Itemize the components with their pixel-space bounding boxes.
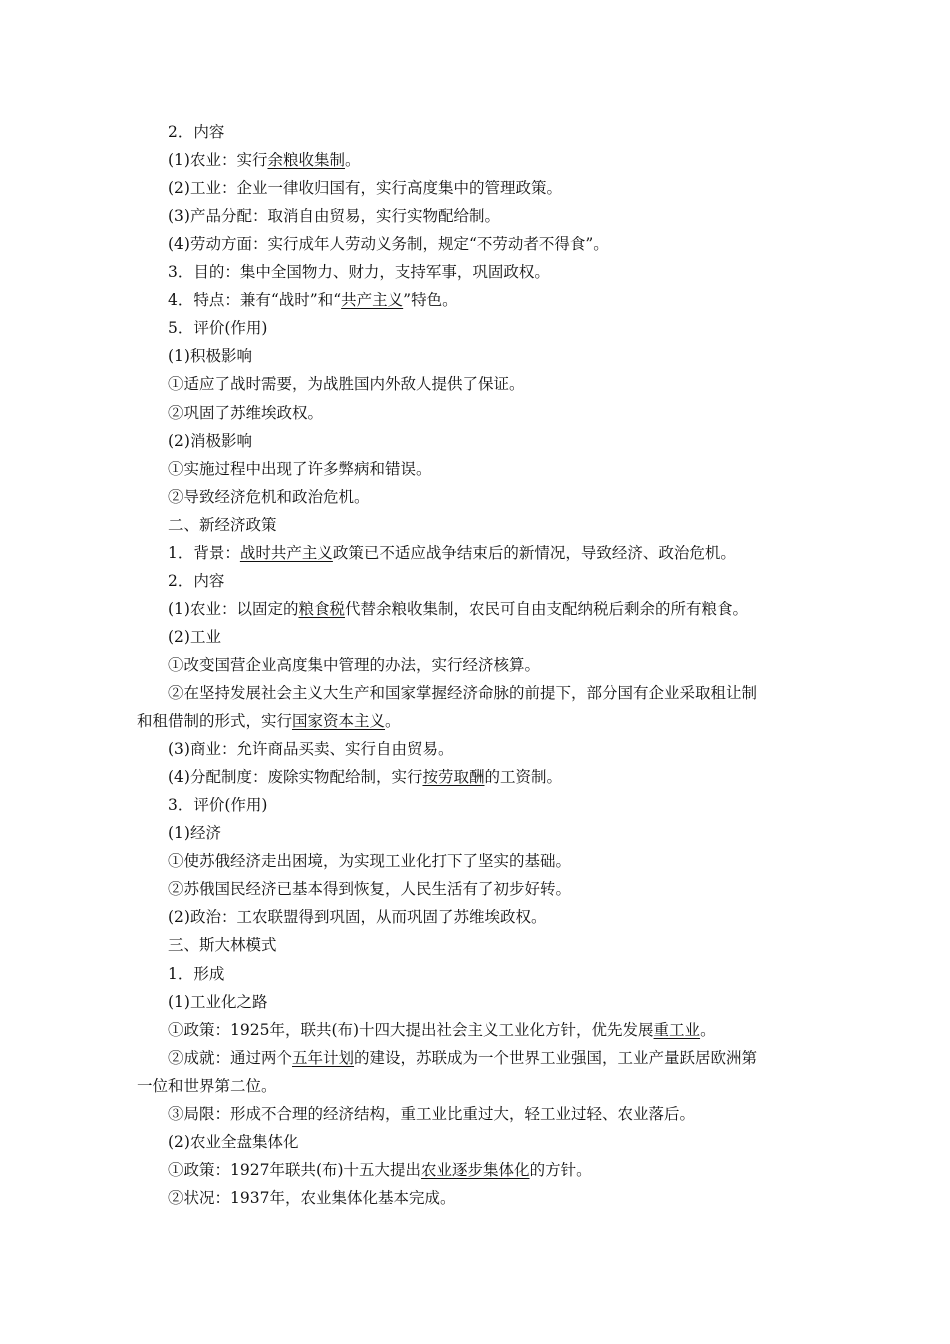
text-line <box>168 374 525 394</box>
text-segment: 和租借制的形式，实行 <box>137 712 293 731</box>
text-segment: (2)政治：工农联盟得到巩固，从而巩固了苏维埃政权。 <box>168 908 547 927</box>
text-line <box>168 206 500 226</box>
underlined-term: 粮食税 <box>298 599 345 618</box>
text-line <box>168 851 571 871</box>
text-segment: ②导致经济危机和政治危机。 <box>168 487 370 506</box>
text-line <box>168 290 458 310</box>
text-line <box>168 627 221 647</box>
text-segment: 4．特点：兼有“战时”和“ <box>168 291 342 310</box>
text-segment: 1．形成 <box>168 964 225 983</box>
text-segment: ②苏俄国民经济已基本得到恢复，人民生活有了初步好转。 <box>168 880 572 899</box>
text-segment: (2)工业：企业一律收归国有，实行高度集中的管理政策。 <box>168 179 562 198</box>
text-segment: ②状况：1937年，农业集体化基本完成。 <box>168 1188 456 1207</box>
text-segment: (1)农业：以固定的 <box>168 599 299 618</box>
text-line <box>168 571 224 591</box>
text-segment: ②成就：通过两个 <box>168 1048 293 1067</box>
text-segment: ①改变国营企业高度集中管理的办法，实行经济核算。 <box>168 655 541 674</box>
text-segment: 三、斯大林模式 <box>168 936 277 955</box>
text-segment: (2)消极影响 <box>168 431 252 450</box>
text-line <box>168 907 546 927</box>
underlined-term: 余粮收集制 <box>267 151 345 170</box>
text-line <box>168 543 736 563</box>
text-segment: ”特色。 <box>403 291 458 310</box>
text-line <box>168 318 267 338</box>
text-segment: ①政策：1925年，联共(布)十四大提出社会主义工业化方针，优先发展 <box>168 1020 654 1039</box>
text-segment: ①实施过程中出现了许多弊病和错误。 <box>168 459 432 478</box>
text-segment: ②巩固了苏维埃政权。 <box>168 403 324 422</box>
text-line <box>168 767 562 787</box>
text-segment: 二、新经济政策 <box>168 515 277 534</box>
text-line <box>168 487 370 507</box>
text-line <box>137 711 401 731</box>
text-line <box>168 1132 298 1152</box>
text-line <box>168 234 609 254</box>
text-line <box>168 346 252 366</box>
text-segment: 的工资制。 <box>484 768 562 787</box>
text-line <box>168 122 224 142</box>
text-segment: (2)农业全盘集体化 <box>168 1132 299 1151</box>
text-segment: 3．目的：集中全国物力、财力，支持军事，巩固政权。 <box>168 263 550 282</box>
text-line <box>168 795 267 815</box>
text-segment: 2．内容 <box>168 571 225 590</box>
text-line <box>168 992 267 1012</box>
underlined-term: 重工业 <box>653 1020 701 1039</box>
text-segment: 5．评价(作用) <box>168 319 268 338</box>
underlined-term: 按劳取酬 <box>422 768 485 787</box>
text-segment: 3．评价(作用) <box>168 796 268 815</box>
text-segment: 的建设，苏联成为一个世界工业强国，工业产量跃居欧洲第 <box>354 1048 758 1067</box>
text-segment: 的方针。 <box>529 1160 592 1179</box>
text-segment: (1)积极影响 <box>168 347 252 366</box>
underlined-term: 国家资本主义 <box>292 712 386 731</box>
text-segment: ②在坚持发展社会主义大生产和国家掌握经济命脉的前提下，部分国有企业采取租让制 <box>168 684 758 702</box>
text-line <box>168 515 277 535</box>
text-segment: 代替余粮收集制，农民可自由支配纳税后剩余的所有粮食。 <box>344 599 748 618</box>
text-line <box>168 150 361 170</box>
text-line <box>168 403 323 423</box>
text-line <box>168 823 221 843</box>
text-segment: 。 <box>700 1020 716 1039</box>
text-segment: (4)分配制度：废除实物配给制，实行 <box>168 768 423 787</box>
text-segment: 2．内容 <box>168 123 225 141</box>
text-line <box>168 935 277 955</box>
text-line <box>168 1048 757 1068</box>
text-line <box>168 599 748 619</box>
text-segment: (2)工业 <box>168 627 221 646</box>
text-line <box>168 655 540 675</box>
text-line <box>168 683 757 703</box>
text-segment: (1)工业化之路 <box>168 992 268 1011</box>
text-line <box>168 178 562 198</box>
text-line <box>168 1020 716 1040</box>
underlined-term: 五年计划 <box>292 1048 355 1067</box>
text-segment: ①适应了战时需要，为战胜国内外敌人提供了保证。 <box>168 375 525 394</box>
text-segment: 。 <box>385 712 401 731</box>
text-line <box>168 459 432 479</box>
text-segment: (4)劳动方面：实行成年人劳动义务制，规定“不劳动者不得食”。 <box>168 235 609 254</box>
underlined-term: 战时共产主义 <box>239 543 333 562</box>
text-line <box>168 431 252 451</box>
text-segment: (1)经济 <box>168 824 221 843</box>
text-segment: 政策已不适应战争结束后的新情况，导致经济、政治危机。 <box>332 543 736 562</box>
text-segment: (3)商业：允许商品买卖、实行自由贸易。 <box>168 740 454 759</box>
text-line <box>168 262 550 282</box>
text-line <box>168 1160 592 1180</box>
text-segment: (1)农业：实行 <box>168 151 268 170</box>
text-line <box>168 739 453 759</box>
text-segment: 1．背景： <box>168 543 240 562</box>
text-segment: ①使苏俄经济走出困境，为实现工业化打下了坚实的基础。 <box>168 852 572 871</box>
text-line <box>137 1076 277 1096</box>
underlined-term: 共产主义 <box>341 291 404 310</box>
text-segment: ①政策：1927年联共(布)十五大提出 <box>168 1160 422 1179</box>
text-segment: ③局限：形成不合理的经济结构，重工业比重过大，轻工业过轻、农业落后。 <box>168 1104 696 1123</box>
text-segment: 一位和世界第二位。 <box>137 1076 277 1095</box>
text-segment: (3)产品分配：取消自由贸易，实行实物配给制。 <box>168 207 500 226</box>
underlined-term: 农业逐步集体化 <box>421 1160 530 1179</box>
text-line <box>168 964 224 984</box>
text-segment: 。 <box>344 151 361 170</box>
text-line <box>168 879 571 899</box>
text-line <box>168 1188 455 1208</box>
text-line <box>168 1104 695 1124</box>
